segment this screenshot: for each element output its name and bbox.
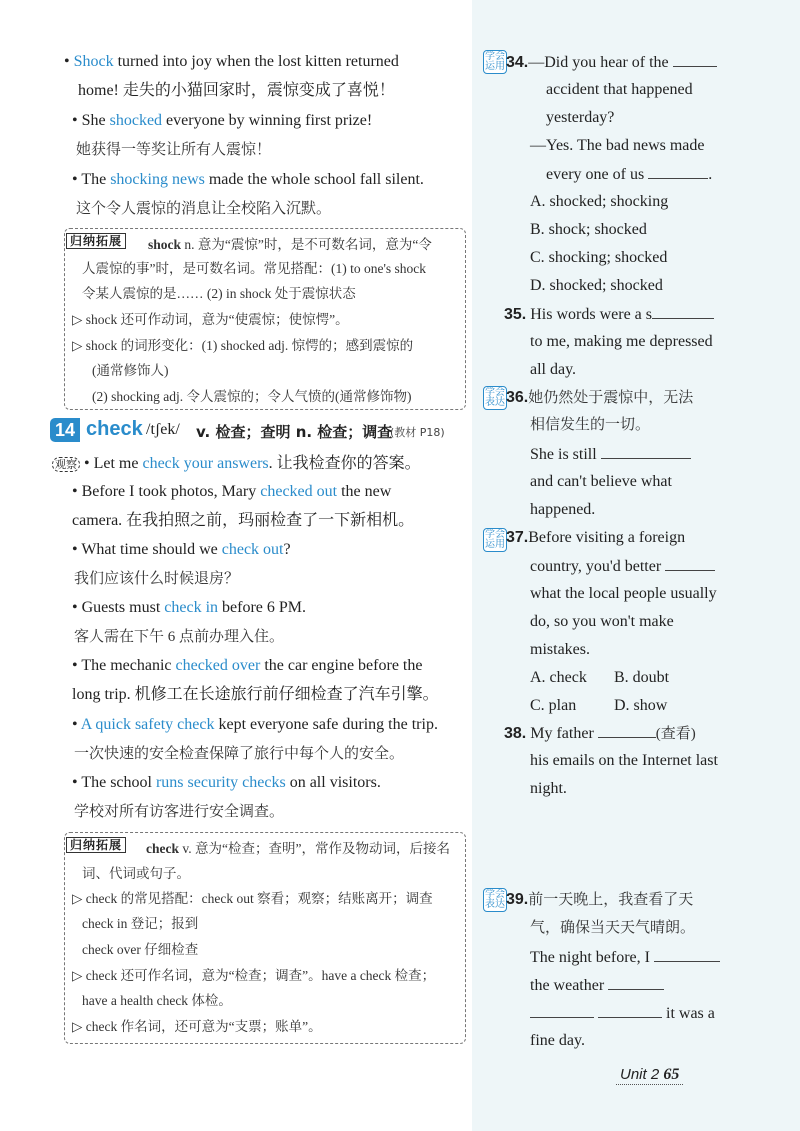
option-b[interactable]: B. doubt xyxy=(614,669,670,686)
question-line: 相信发生的一切。 xyxy=(530,417,651,433)
learn-to-use-icon: 学会运用 xyxy=(485,529,505,550)
question-line: 气，确保当天天气晴朗。 xyxy=(530,920,696,936)
page-number: 65 xyxy=(663,1066,680,1083)
note-line: 人震惊的事”时，是可数名词。常见搭配：(1) to one's shock xyxy=(82,261,427,276)
note-line: check in 登记；报到 xyxy=(82,916,199,931)
page-footer xyxy=(616,1066,683,1085)
answer-blank[interactable] xyxy=(652,304,714,319)
example-sentence xyxy=(72,656,422,676)
question-line: —Yes. The bad news made xyxy=(530,137,705,154)
learn-to-express-icon: 学会表达 xyxy=(485,889,505,910)
option-a[interactable]: A. shocked; shocking xyxy=(530,193,669,210)
example-sentence xyxy=(72,773,381,793)
sentence-text: on all visitors. xyxy=(285,774,381,791)
question-line: country, you'd better xyxy=(530,556,715,577)
example-sentence xyxy=(64,52,399,72)
example-sentence xyxy=(72,540,291,560)
headword: check xyxy=(86,418,143,440)
example-sentence xyxy=(72,170,424,190)
example-sentence xyxy=(72,598,306,618)
note-line: 令某人震惊的是…… (2) in shock 处于震惊状态 xyxy=(82,286,356,301)
highlight-word: runs security checks xyxy=(155,774,286,791)
question-line: accident that happened xyxy=(546,81,693,98)
note-line: 词、代词或句子。 xyxy=(82,866,190,881)
note-line: have a health check 体检。 xyxy=(82,993,232,1008)
option-d[interactable]: D. show xyxy=(614,697,668,714)
question-line: what the local people usually xyxy=(530,585,717,602)
question-line: mistakes. xyxy=(530,641,590,658)
sentence-text: • Let me xyxy=(84,455,143,472)
example-sentence xyxy=(72,482,391,502)
sentence-text: before 6 PM. xyxy=(218,599,307,616)
question-34: 34.—Did you hear of the xyxy=(506,52,717,73)
example-sentence xyxy=(52,454,421,475)
sentence-text: ? xyxy=(283,541,291,558)
sentence-text: • The school xyxy=(72,774,156,791)
translation: 这个令人震惊的消息让全校陷入沉默。 xyxy=(76,201,332,217)
option-c[interactable]: C. plan xyxy=(530,697,577,714)
option-c[interactable]: C. shocking; shocked xyxy=(530,249,668,266)
sentence-text: the new xyxy=(337,483,392,500)
highlight-word: A quick safety check xyxy=(80,716,215,733)
sentence-text: • Before I took photos, Mary xyxy=(72,483,261,500)
answer-blank[interactable] xyxy=(665,556,715,571)
translation: 学校对所有访客进行安全调查。 xyxy=(74,804,285,820)
source-reference: (教材 P18) xyxy=(390,426,445,439)
question-line: She is still xyxy=(530,444,691,465)
note-line: ▷ shock 的词形变化：(1) shocked adj. 惊愕的；感到震惊的 xyxy=(72,338,414,353)
note-line: ▷ shock 还可作动词，意为“使震惊；使惊愕”。 xyxy=(72,312,349,327)
observe-icon: 观察 xyxy=(52,457,80,472)
highlight-word: checked over xyxy=(175,657,261,674)
question-line: The night before, I xyxy=(530,947,720,968)
note-line: ▷ check 作名词，还可意为“支票；账单”。 xyxy=(72,1019,322,1034)
sentence-text: • She xyxy=(72,112,110,129)
answer-blank[interactable] xyxy=(648,164,708,179)
question-36: 36.她仍然处于震惊中，无法 xyxy=(506,389,694,406)
translation: 我们应该什么时候退房？ xyxy=(74,571,240,587)
phonetic: /tʃek/ xyxy=(146,421,180,438)
unit-label: Unit 2 xyxy=(620,1066,660,1083)
answer-blank[interactable] xyxy=(601,444,691,459)
note-line: (通常修饰人) xyxy=(92,363,169,378)
note-line: ▷ check 的常见搭配：check out 察看；观察；结账离开；调查 xyxy=(72,891,433,906)
question-line: every one of us . xyxy=(546,166,713,183)
hint-text: (查看) xyxy=(655,726,696,742)
sentence-text: • Guests must xyxy=(72,599,165,616)
question-37: 37.Before visiting a foreign xyxy=(506,529,686,546)
question-line: happened. xyxy=(530,501,596,518)
sentence-text: the car engine before the xyxy=(260,657,423,674)
question-39: 39.前一天晚上，我查看了天 xyxy=(506,891,694,908)
option-b[interactable]: B. shock; shocked xyxy=(530,221,647,238)
question-line: and can't believe what xyxy=(530,473,672,490)
translation: 一次快速的安全检查保障了旅行中每个人的安全。 xyxy=(74,746,405,762)
bullet: • xyxy=(72,716,78,733)
sentence-text: • The xyxy=(72,171,111,188)
answer-blank[interactable] xyxy=(530,1003,594,1018)
sentence-text: • What time should we xyxy=(72,541,222,558)
question-line: yesterday? xyxy=(546,109,615,126)
question-line: the weather xyxy=(530,975,664,996)
highlight-word: checked out xyxy=(260,483,338,500)
sentence-text: kept everyone safe during the trip. xyxy=(214,716,438,733)
note-line: shock n. 意为“震惊”时，是不可数名词，意为“令 xyxy=(148,237,432,252)
question-line: fine day. xyxy=(530,1032,585,1049)
question-line: night. xyxy=(530,780,567,797)
highlight-word: check your answers xyxy=(142,455,269,472)
answer-blank[interactable] xyxy=(673,52,717,67)
note-tag: 归纳拓展 xyxy=(66,836,126,854)
highlight-word: check out xyxy=(221,541,284,558)
option-d[interactable]: D. shocked; shocked xyxy=(530,277,663,294)
sentence-continuation: home! 走失的小猫回家时，震惊变成了喜悦！ xyxy=(78,82,395,99)
answer-blank[interactable] xyxy=(608,975,664,990)
highlight-word: Shock xyxy=(73,53,114,70)
translation: 她获得一等奖让所有人震惊！ xyxy=(76,142,272,158)
note-tag: 归纳拓展 xyxy=(66,232,126,250)
sentence-text: turned into joy when the lost kitten returned xyxy=(113,53,399,70)
note-line: check over 仔细检查 xyxy=(82,942,199,957)
highlight-word: shocked xyxy=(109,112,163,129)
entry-number: 14 xyxy=(50,418,80,442)
question-35: 35. His words were a s xyxy=(504,304,714,325)
answer-blank[interactable] xyxy=(598,1003,662,1018)
sentence-continuation: long trip. 机修工在长途旅行前仔细检查了汽车引擎。 xyxy=(72,686,439,703)
note-line: check v. 意为“检查；查明”，常作及物动词，后接名 xyxy=(146,841,450,856)
sentence-text: • The mechanic xyxy=(72,657,176,674)
sentence-text: made the whole school fall silent. xyxy=(204,171,424,188)
bullet: • xyxy=(64,53,70,70)
highlight-word: shocking news xyxy=(110,171,205,188)
note-line: ▷ check 还可作名词，意为“检查；调查”。have a check 检查； xyxy=(72,968,436,983)
question-38: 38. My father (查看) xyxy=(504,725,696,742)
answer-blank[interactable] xyxy=(654,947,720,962)
answer-blank[interactable] xyxy=(598,723,656,738)
learn-to-express-icon: 学会表达 xyxy=(485,387,505,408)
question-line: to me, making me depressed xyxy=(530,333,713,350)
sentence-text: . 让我检查你的答案。 xyxy=(268,455,421,472)
definition: v. 检查；查明 n. 检查；调查 xyxy=(196,423,393,441)
translation: 客人需在下午 6 点前办理入住。 xyxy=(74,629,285,645)
sentence-continuation: camera. 在我拍照之前，玛丽检查了一下新相机。 xyxy=(72,512,415,529)
question-line: all day. xyxy=(530,361,577,378)
example-sentence xyxy=(72,715,438,735)
highlight-word: check in xyxy=(164,599,219,616)
learn-to-use-icon: 学会运用 xyxy=(485,51,505,72)
question-line: his emails on the Internet last xyxy=(530,752,718,769)
option-a[interactable]: A. check xyxy=(530,669,587,686)
question-line: do, so you won't make xyxy=(530,613,674,630)
sentence-text: everyone by winning first prize! xyxy=(162,112,373,129)
question-line: it was a xyxy=(530,1003,715,1024)
note-line: (2) shocking adj. 令人震惊的；令人气愤的(通常修饰物) xyxy=(92,389,412,404)
example-sentence xyxy=(72,111,372,131)
